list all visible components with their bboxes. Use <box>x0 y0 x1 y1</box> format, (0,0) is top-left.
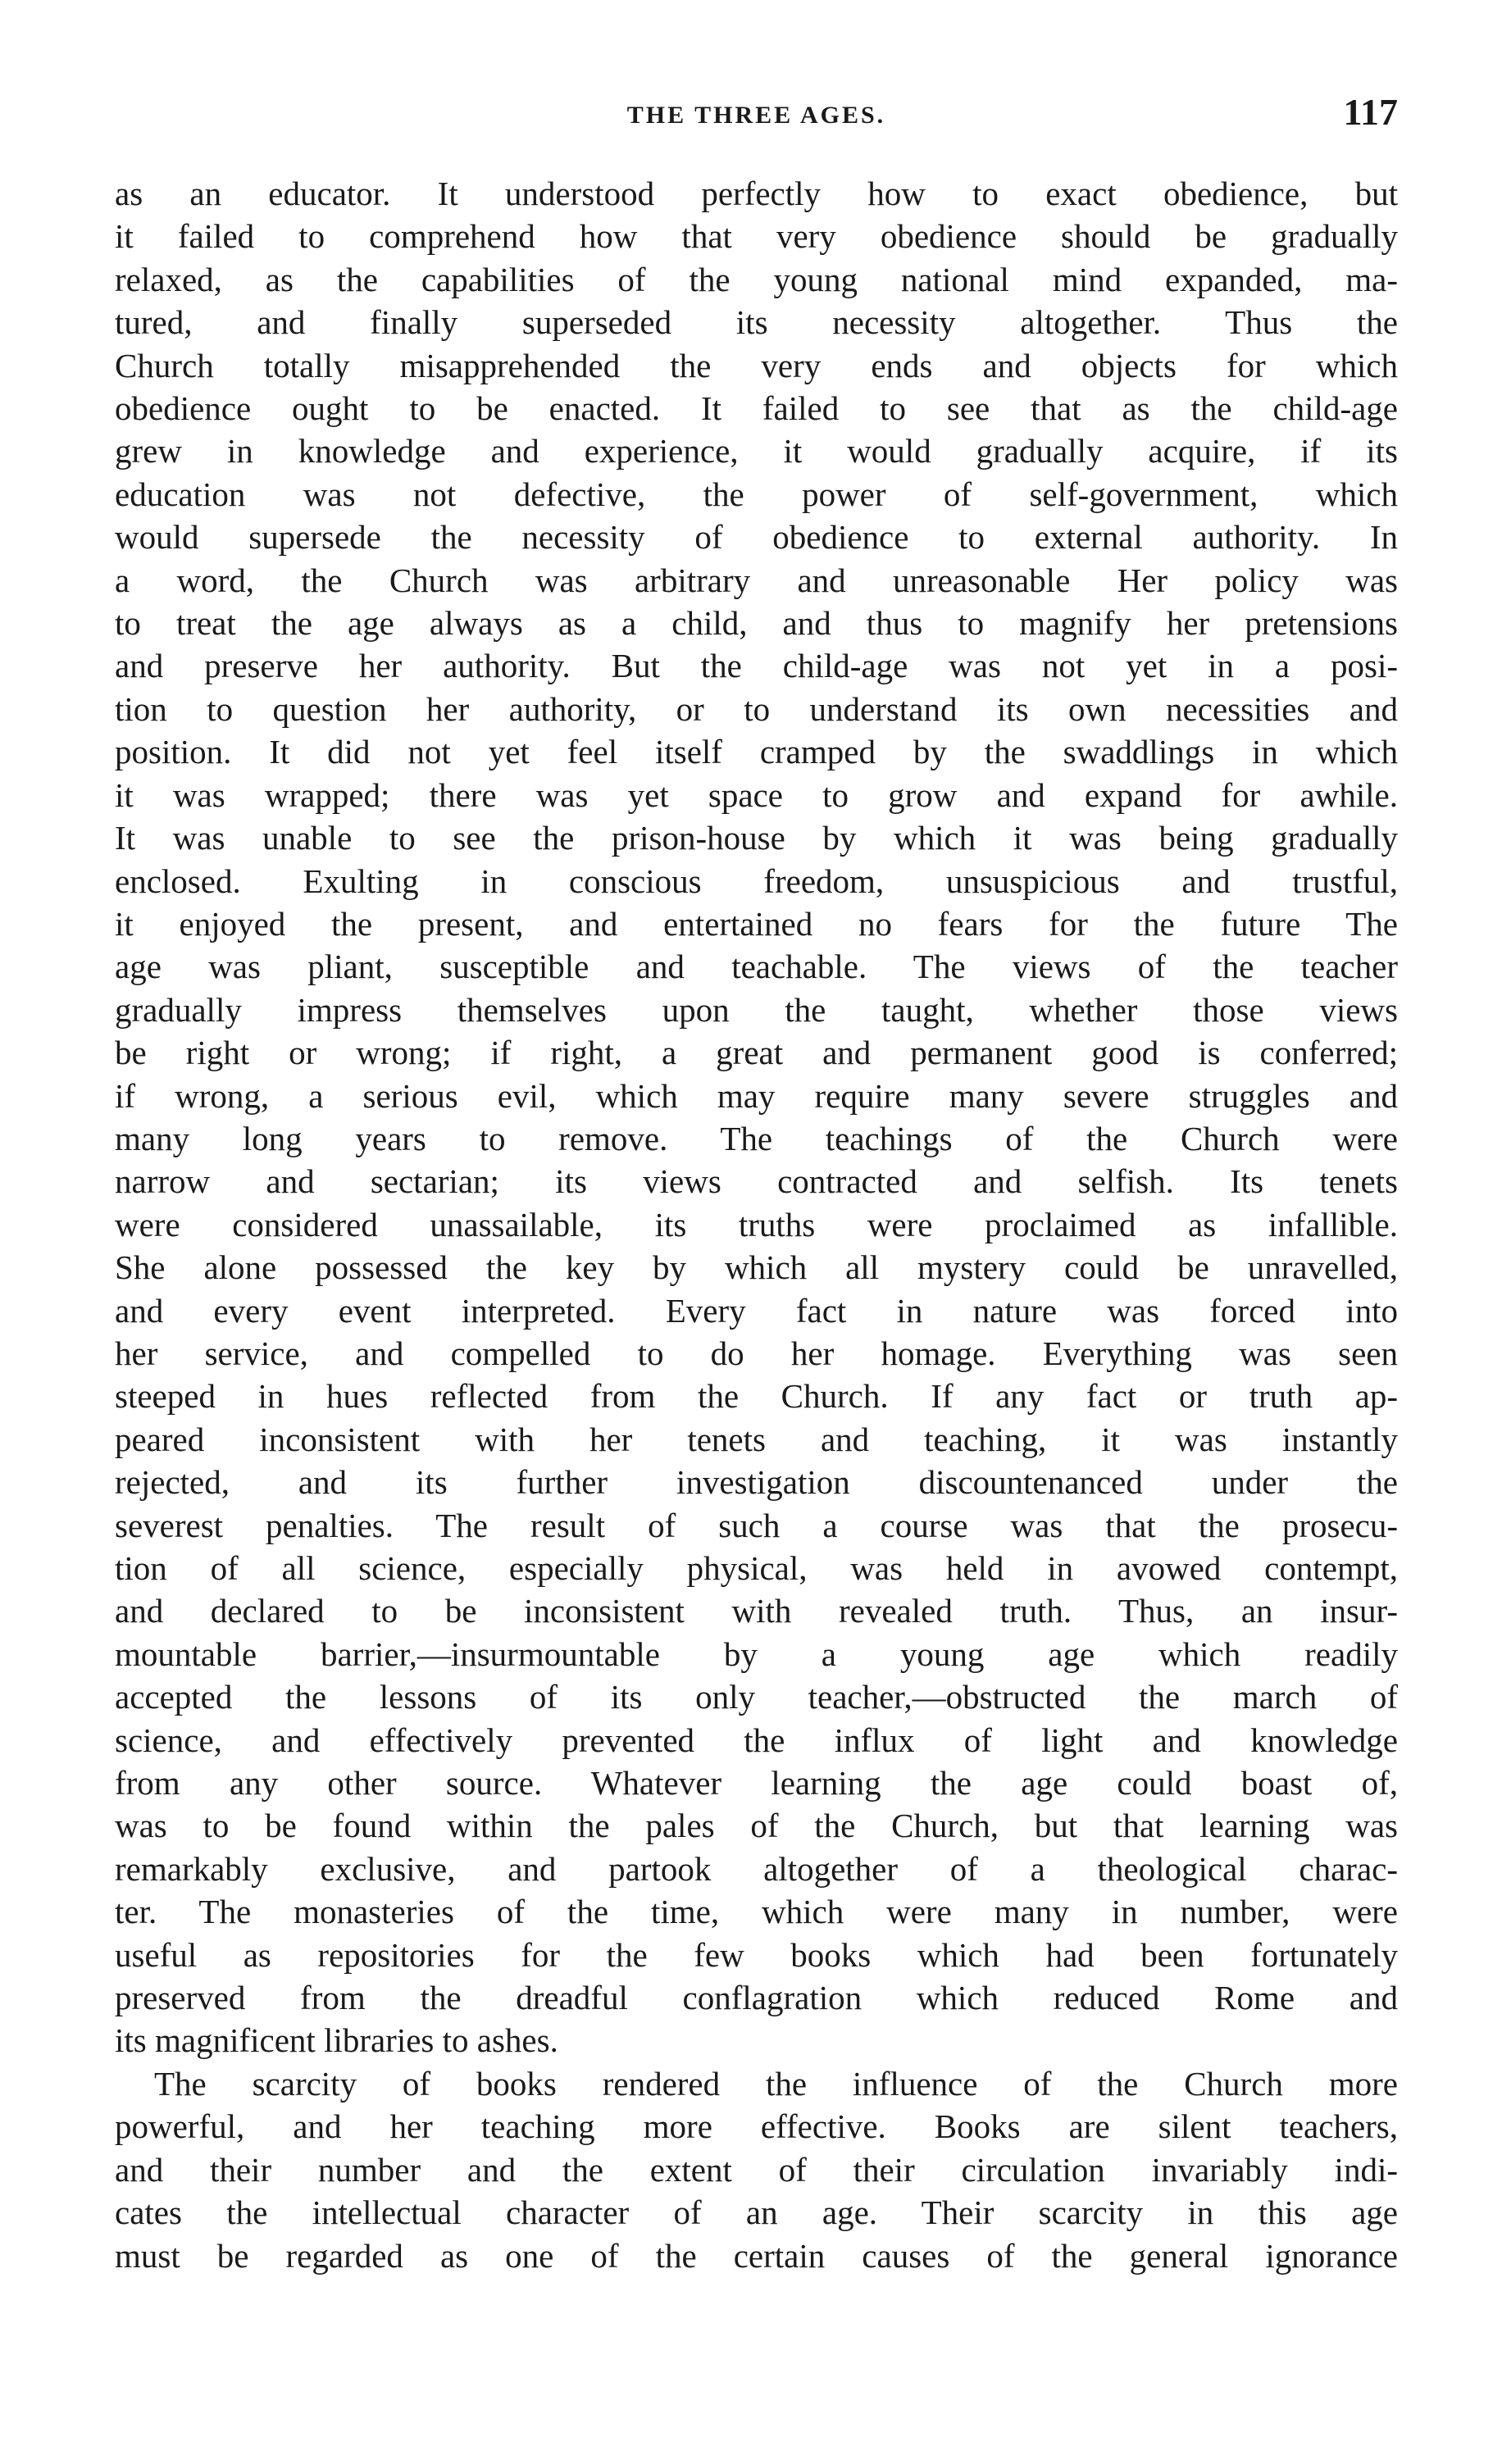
text-line: it failed to comprehend how that very obedience should be gradually <box>115 217 1398 256</box>
text-line: She alone possessed the key by which all mystery could be unravelled, <box>115 1248 1398 1287</box>
text-line: be right or wrong; if right, a great and permanent good is conferred; <box>115 1034 1398 1072</box>
text-line: would supersede the necessity of obedience to external authority. In <box>115 518 1398 557</box>
text-line: education was not defective, the power of self-government, which <box>115 475 1398 513</box>
text-line: age was pliant, susceptible and teachable. The views of the teacher <box>115 948 1398 986</box>
text-line: narrow and sectarian; its views contracted and selfish. Its tenets <box>115 1162 1398 1201</box>
text-line: Church totally misapprehended the very ends and objects for which <box>115 346 1398 384</box>
text-line: It was unable to see the prison-house by which it was being gradually <box>115 819 1398 857</box>
text-line: as an educator. It understood perfectly how to exact obedience, but <box>115 175 1398 212</box>
text-line: The scarcity of books rendered the influence of the Church more <box>154 2064 1398 2103</box>
text-line: peared inconsistent with her tenets and teaching, it was instantly <box>115 1420 1398 1458</box>
text-line: mountable barrier,—insurmountable by a young age which readily <box>115 1634 1398 1673</box>
text-line: position. It did not yet feel itself cramped by the swaddlings in which <box>115 733 1398 771</box>
text-line: obedience ought to be enacted. It failed to see that as the child-age <box>115 389 1398 428</box>
text-line: grew in knowledge and experience, it would gradually acquire, if its <box>115 432 1398 471</box>
running-title: THE THREE AGES. <box>626 102 886 129</box>
text-line: rejected, and its further investigation discountenanced under the <box>115 1463 1398 1502</box>
text-line: gradually impress themselves upon the taught, whether those views <box>115 990 1398 1029</box>
text-line: to treat the age always as a child, and thus to magnify her pretensions <box>115 604 1398 643</box>
text-line: were considered unassailable, its truths were proclaimed as infallible. <box>115 1205 1398 1243</box>
text-line: accepted the lessons of its only teacher,—obstructed the march of <box>115 1678 1398 1716</box>
text-line: useful as repositories for the few books which had been fortunately <box>115 1935 1398 1974</box>
text-line: science, and effectively prevented the influx of light and knowledge <box>115 1721 1398 1759</box>
text-line: must be regarded as one of the certain causes of the general ignorance <box>115 2236 1398 2275</box>
text-line: enclosed. Exulting in conscious freedom, unsuspicious and trustful, <box>115 861 1398 900</box>
text-line: steeped in hues reflected from the Church. If any fact or truth ap- <box>115 1377 1398 1416</box>
text-line: ter. The monasteries of the time, which were many in number, were <box>115 1893 1398 1931</box>
text-line: many long years to remove. The teachings of the Church were <box>115 1119 1398 1157</box>
text-line: was to be found within the pales of the Church, but that learning was <box>115 1807 1398 1845</box>
page-number: 117 <box>1343 91 1398 133</box>
text-line: tured, and finally superseded its necessity altogether. Thus the <box>115 303 1398 342</box>
text-line: preserved from the dreadful conflagration which reduced Rome and <box>115 1979 1398 2017</box>
text-line: relaxed, as the capabilities of the young national mind expanded, ma- <box>115 260 1398 298</box>
text-line: from any other source. Whatever learning the age could boast of, <box>115 1764 1398 1803</box>
text-line: it enjoyed the present, and entertained no fears for the future The <box>115 904 1398 943</box>
text-line: and declared to be inconsistent with revealed truth. Thus, an insur- <box>115 1592 1398 1630</box>
text-line: severest penalties. The result of such a course was that the prosecu- <box>115 1506 1398 1544</box>
text-line: it was wrapped; there was yet space to grow and expand for awhile. <box>115 775 1398 814</box>
text-line: powerful, and her teaching more effective. Books are silent teachers, <box>115 2107 1398 2146</box>
text-line: and their number and the extent of their circulation invariably indi- <box>115 2150 1398 2189</box>
text-line: and preserve her authority. But the child-age was not yet in a posi- <box>115 647 1398 685</box>
text-line: its magnificent libraries to ashes. <box>115 2021 558 2060</box>
running-head <box>115 90 1398 148</box>
body-text <box>115 172 1398 2277</box>
text-line: her service, and compelled to do her homage. Everything was seen <box>115 1334 1398 1372</box>
text-line: tion of all science, especially physical, was held in avowed contempt, <box>115 1549 1398 1587</box>
text-line: a word, the Church was arbitrary and unreasonable Her policy was <box>115 561 1398 599</box>
text-line: and every event interpreted. Every fact in nature was forced into <box>115 1291 1398 1330</box>
book-page <box>115 90 1398 2277</box>
text-line: tion to question her authority, or to understand its own necessities and <box>115 689 1398 728</box>
text-line: if wrong, a serious evil, which may require many severe struggles and <box>115 1076 1398 1115</box>
text-line: cates the intellectual character of an age. Their scarcity in this age <box>115 2194 1398 2232</box>
text-line: remarkably exclusive, and partook altogether of a theological charac- <box>115 1849 1398 1888</box>
